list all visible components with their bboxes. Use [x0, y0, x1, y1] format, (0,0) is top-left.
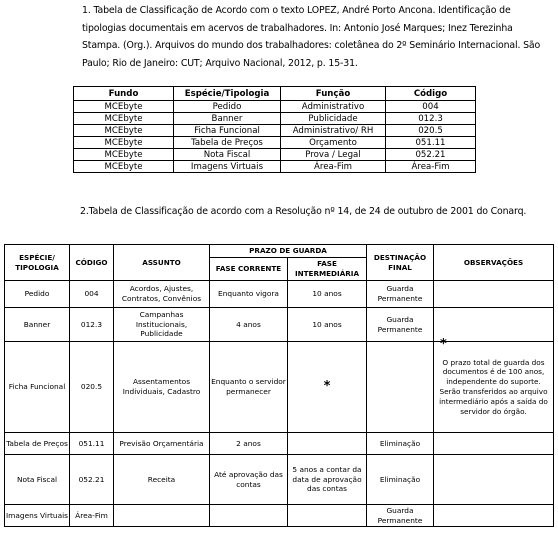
table-row: [74, 137, 476, 149]
cell-especie: Pedido: [5, 281, 70, 308]
cell-fase-intermediaria: [288, 505, 367, 527]
observation-note: O prazo total de guarda dos documentos é de 100 anos, independente do suporte. Serão transferidos ao arquivo intermediário após a saída do servidor do órgão.: [439, 357, 548, 416]
cell-fase-intermediaria: 10 anos: [288, 281, 367, 308]
cell-assunto: [114, 505, 210, 527]
header-assunto: ASSUNTO: [114, 245, 210, 281]
cell-assunto: Receita: [114, 455, 210, 505]
cell-observacoes: [434, 433, 554, 455]
table-row: [74, 149, 476, 161]
cell-fase-corrente: 4 anos: [210, 308, 288, 342]
cell-funcao: Prova / Legal: [281, 149, 386, 161]
cell-especie: Ficha Funcional: [5, 342, 70, 433]
cell-destinacao: Eliminação: [367, 455, 434, 505]
cell-observacoes: [434, 505, 554, 527]
cell-fase-intermediaria: 5 anos a contar da data de aprovação das contas: [288, 455, 367, 505]
cell-codigo: 052.21: [386, 149, 476, 161]
header-especie-tipologia: Espécie/Tipologia: [174, 87, 281, 101]
cell-destinacao: Guarda Permanente: [367, 308, 434, 342]
cell-especie: Nota Fiscal: [174, 149, 281, 161]
cell-fundo: MCEbyte: [74, 125, 174, 137]
header-codigo: Código: [386, 87, 476, 101]
cell-codigo: 052.21: [70, 455, 114, 505]
cell-codigo: Área-Fim: [386, 161, 476, 173]
cell-fundo: MCEbyte: [74, 149, 174, 161]
cell-fundo: MCEbyte: [74, 113, 174, 125]
table-row: [5, 308, 554, 342]
table-row: [5, 433, 554, 455]
cell-funcao: Publicidade: [281, 113, 386, 125]
header-funcao: Função: [281, 87, 386, 101]
cell-codigo: 051.11: [70, 433, 114, 455]
cell-destinacao: Guarda Permanente: [367, 505, 434, 527]
cell-codigo: Área-Fim: [70, 505, 114, 527]
cell-especie: Imagens Virtuais: [174, 161, 281, 173]
cell-funcao: Administrativo: [281, 101, 386, 113]
cell-codigo: 004: [386, 101, 476, 113]
cell-fase-corrente: [210, 505, 288, 527]
cell-codigo: 004: [70, 281, 114, 308]
header-fase-intermediaria: FASE INTERMEDIÁRIA: [288, 258, 367, 281]
cell-especie: Pedido: [174, 101, 281, 113]
header-observacoes: OBSERVAÇÕES: [434, 245, 554, 281]
cell-destinacao: Eliminação: [367, 433, 434, 455]
cell-codigo: 051.11: [386, 137, 476, 149]
cell-funcao: Orçamento: [281, 137, 386, 149]
header-prazo-de-guarda: PRAZO DE GUARDA: [210, 245, 367, 258]
header-fase-corrente: FASE CORRENTE: [210, 258, 288, 281]
cell-assunto: Campanhas Institucionais, Publicidade: [114, 308, 210, 342]
cell-assunto: Previsão Orçamentária: [114, 433, 210, 455]
cell-especie: Tabela de Preços: [174, 137, 281, 149]
cell-especie: Ficha Funcional: [174, 125, 281, 137]
cell-observacoes: [434, 308, 554, 342]
cell-funcao: Área-Fim: [281, 161, 386, 173]
cell-fundo: MCEbyte: [74, 101, 174, 113]
section-1-title: 1. Tabela de Classificação de Acordo com o texto LOPEZ, André Porto Ancona. Identificação de tipologias documentais em acervos de trabalhadores. In: Antonio José Marques; Inez Terezinha Stampa. (Org.). Arquivos do mundo dos trabalhadores: coletânea do 2º Seminário Internacional. São Paulo; Rio de Janeiro: CUT; Arquivo Nacional, 2012, p. 15-31.: [82, 5, 541, 69]
classification-table-1: [73, 86, 476, 173]
header-codigo: CÓDIGO: [70, 245, 114, 281]
cell-codigo: 012.3: [386, 113, 476, 125]
cell-fase-intermediaria: [288, 433, 367, 455]
cell-assunto: Assentamentos Individuais, Cadastro: [114, 342, 210, 433]
cell-destinacao: Guarda Permanente: [367, 281, 434, 308]
table-row: [74, 161, 476, 173]
table-header-row: [74, 87, 476, 101]
cell-fase-corrente: Enquanto o servidor permanecer: [210, 342, 288, 433]
cell-observacoes: [434, 337, 554, 433]
cell-funcao: Administrativo/ RH: [281, 125, 386, 137]
table-row: [5, 505, 554, 527]
table-row: [5, 281, 554, 308]
cell-fase-corrente: 2 anos: [210, 433, 288, 455]
header-destinacao-final: DESTINAÇÃO FINAL: [367, 245, 434, 281]
cell-especie: Tabela de Preços: [5, 433, 70, 455]
table-row: [5, 455, 554, 505]
table-row: [74, 101, 476, 113]
cell-especie: Nota Fiscal: [5, 455, 70, 505]
cell-codigo: 012.3: [70, 308, 114, 342]
cell-fase-corrente: Até aprovação das contas: [210, 455, 288, 505]
cell-fase-intermediaria: *: [288, 342, 367, 433]
section-2-title: 2.Tabela de Classificação de acordo com a Resolução nº 14, de 24 de outubro de 2001 do Conarq.: [80, 206, 527, 217]
header-fundo: Fundo: [74, 87, 174, 101]
cell-fundo: MCEbyte: [74, 161, 174, 173]
cell-fase-corrente: Enquanto vigora: [210, 281, 288, 308]
classification-table-2: [4, 244, 554, 527]
cell-codigo: 020.5: [386, 125, 476, 137]
cell-especie: Banner: [174, 113, 281, 125]
cell-fundo: MCEbyte: [74, 137, 174, 149]
cell-assunto: Acordos, Ajustes, Contratos, Convênios: [114, 281, 210, 308]
cell-fase-intermediaria: 10 anos: [288, 308, 367, 342]
cell-especie: Imagens Virtuais: [5, 505, 70, 527]
cell-codigo: 020.5: [70, 342, 114, 433]
header-especie-tipologia: ESPÉCIE/ TIPOLOGIA: [5, 245, 70, 281]
cell-observacoes: [434, 455, 554, 505]
cell-destinacao: [367, 342, 434, 433]
observation-asterisk: *: [440, 337, 447, 352]
cell-observacoes: [434, 281, 554, 308]
table-row: [74, 125, 476, 137]
table-row: [74, 113, 476, 125]
table-row: [5, 342, 554, 433]
cell-especie: Banner: [5, 308, 70, 342]
table-header-row: [5, 245, 554, 258]
